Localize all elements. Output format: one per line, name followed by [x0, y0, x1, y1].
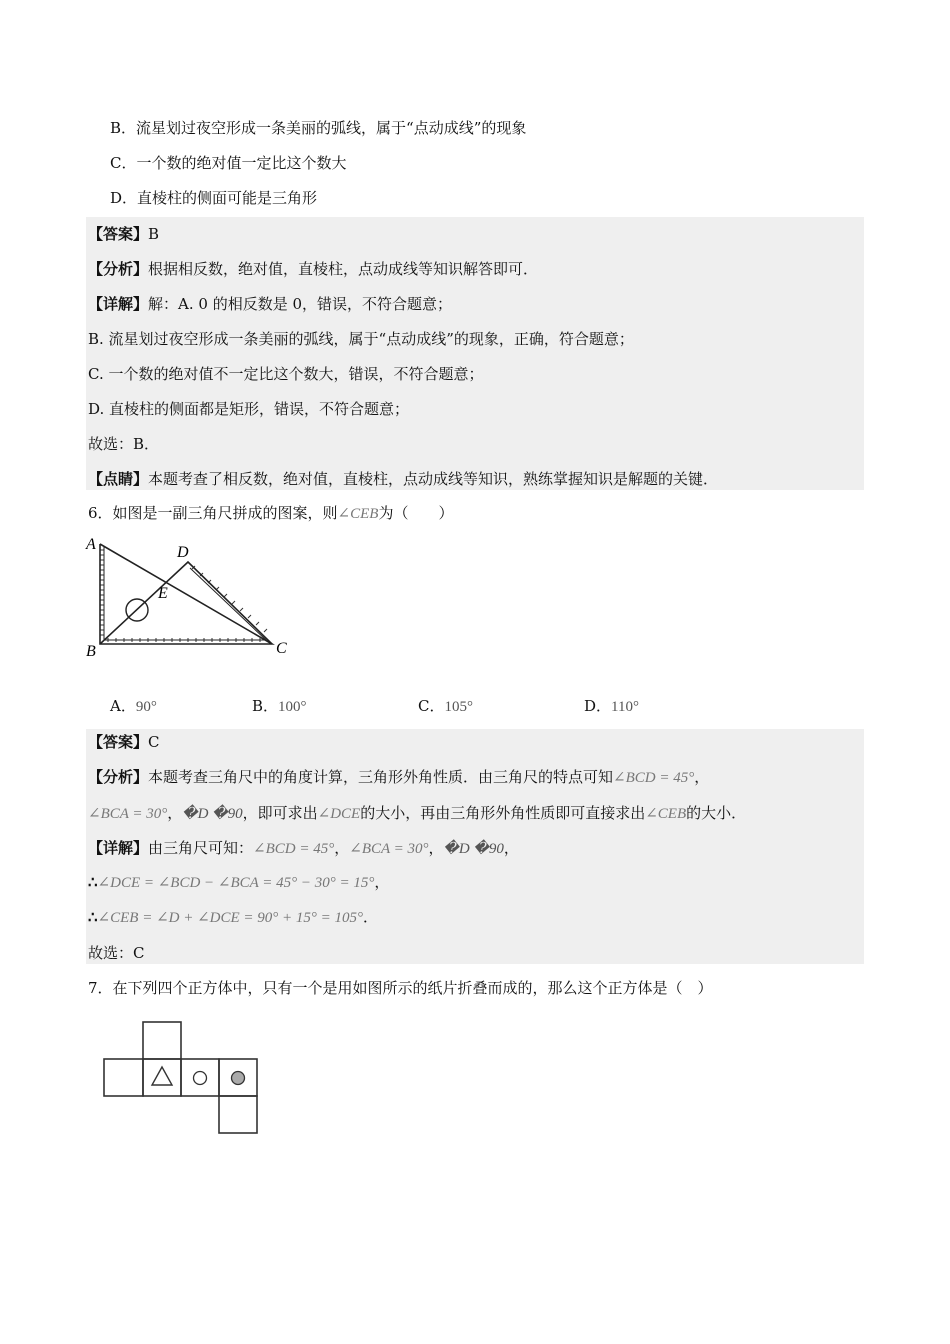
a6-step2 — [88, 907, 378, 928]
analysis-text: 本题考查三角尺中的角度计算，三角形外角性质．由三角尺的特点可知 — [148, 768, 614, 786]
a5-answer — [88, 224, 159, 244]
label-b: B — [86, 643, 96, 660]
label-c: C — [276, 640, 287, 657]
comma: ， — [694, 768, 710, 786]
q5-option-b: B．流星划过夜空形成一条美丽的弧线，属于“点动成线”的现象 — [110, 119, 527, 137]
period: ． — [363, 908, 379, 926]
label-d: D — [177, 544, 189, 561]
a5-analysis — [88, 259, 538, 279]
option-value: 110° — [611, 699, 639, 715]
a6-choose: 故选：C — [88, 944, 145, 962]
net-square-triangle — [143, 1059, 181, 1096]
a5-line-c: C. 一个数的绝对值不一定比这个数大，错误，不符合题意； — [88, 365, 484, 383]
detail-text: 由三角尺可知： — [148, 839, 254, 857]
net-square-left — [104, 1059, 143, 1096]
net-square-circle — [181, 1059, 219, 1096]
analysis-text: 根据相反数，绝对值，直棱柱，点动成线等知识解答即可． — [148, 260, 539, 278]
answer-box-q5 — [86, 217, 864, 490]
q6-stem-math: ∠CEB — [337, 506, 379, 522]
math-d90: �D �90 — [182, 806, 243, 822]
net-square-top — [143, 1022, 181, 1059]
answer-value: B — [148, 225, 160, 243]
analysis-tag: 【分析】 — [88, 260, 149, 278]
text: ，即可求出 — [242, 804, 318, 822]
option-value: 105° — [444, 699, 473, 715]
option-key: B． — [252, 697, 279, 715]
q6-option-d — [584, 696, 639, 717]
q6-stem-post: 为（ ） — [378, 504, 454, 522]
math-d90: �D �90 — [443, 841, 504, 857]
triangle-icon — [152, 1067, 172, 1085]
math-bca: ∠BCA = 30° — [349, 841, 429, 857]
remark-tag: 【点睛】 — [88, 470, 149, 488]
analysis-math: ∠BCD = 45° — [613, 770, 695, 786]
comma: ， — [428, 839, 444, 857]
comma: ， — [167, 804, 183, 822]
a5-line-b: B. 流星划过夜空形成一条美丽的弧线，属于“点动成线”的现象，正确，符合题意； — [88, 330, 634, 348]
comma: ， — [334, 839, 350, 857]
a5-detail — [88, 294, 452, 314]
answer-tag: 【答案】 — [88, 225, 149, 243]
q6-option-b — [252, 696, 307, 717]
therefore-symbol: ∴ — [88, 908, 98, 926]
option-value: 90° — [135, 699, 157, 715]
math-dce: ∠DCE — [317, 806, 361, 822]
text: 的大小，再由三角形外角性质即可直接求出 — [360, 804, 646, 822]
remark-text: 本题考查了相反数，绝对值，直棱柱，点动成线等知识，熟练掌握知识是解题的关键． — [148, 470, 719, 488]
q6-option-a — [110, 696, 157, 717]
comma: ， — [374, 873, 390, 891]
a6-analysis-line2 — [88, 803, 746, 824]
a5-remark — [88, 469, 718, 489]
comma: ， — [503, 839, 519, 857]
option-key: D． — [584, 697, 612, 715]
math-bca: ∠BCA = 30° — [88, 806, 168, 822]
filled-circle-icon — [232, 1072, 245, 1085]
q7-stem: 7．在下列四个正方体中，只有一个是用如图所示的纸片折叠而成的，那么这个正方体是（ ） — [88, 979, 713, 997]
therefore-symbol: ∴ — [88, 873, 98, 891]
math-step2: ∠CEB = ∠D + ∠DCE = 90° + 15° = 105° — [97, 910, 364, 926]
analysis-tag: 【分析】 — [88, 768, 149, 786]
a6-analysis — [88, 767, 709, 788]
detail-tag: 【详解】 — [88, 839, 149, 857]
a6-step1 — [88, 872, 389, 893]
a5-line-d: D. 直棱柱的侧面都是矩形，错误，不符合题意； — [88, 400, 410, 418]
a6-detail — [88, 838, 519, 859]
math-ceb: ∠CEB — [645, 806, 687, 822]
answer-tag: 【答案】 — [88, 733, 149, 751]
a5-choose: 故选：B． — [88, 435, 160, 453]
triangle-bdc — [100, 562, 272, 644]
cube-net-figure — [103, 1021, 261, 1136]
q6-stem-text: 6．如图是一副三角尺拼成的图案，则 — [88, 504, 338, 522]
q5-option-d: D．直棱柱的侧面可能是三角形 — [110, 189, 318, 207]
option-value: 100° — [278, 699, 307, 715]
option-key: C． — [418, 697, 445, 715]
label-a: A — [86, 536, 96, 553]
ruler-inner-edge-dc — [190, 568, 266, 640]
text: 的大小． — [686, 804, 747, 822]
q6-stem — [88, 503, 453, 524]
q5-option-c: C．一个数的绝对值一定比这个数大 — [110, 154, 347, 172]
detail-tag: 【详解】 — [88, 295, 149, 313]
triangle-rulers-figure — [80, 532, 300, 662]
option-key: A． — [110, 697, 136, 715]
a6-answer — [88, 732, 160, 752]
net-square-bottom — [219, 1096, 257, 1133]
math-step1: ∠DCE = ∠BCD − ∠BCA = 45° − 30° = 15° — [97, 875, 375, 891]
circle-icon — [194, 1072, 207, 1085]
label-e: E — [158, 585, 168, 602]
math-bcd: ∠BCD = 45° — [253, 841, 335, 857]
answer-value: C — [148, 733, 160, 751]
detail-text: 解：A. 0 的相反数是 0，错误，不符合题意； — [148, 295, 453, 313]
q6-option-c — [418, 696, 473, 717]
